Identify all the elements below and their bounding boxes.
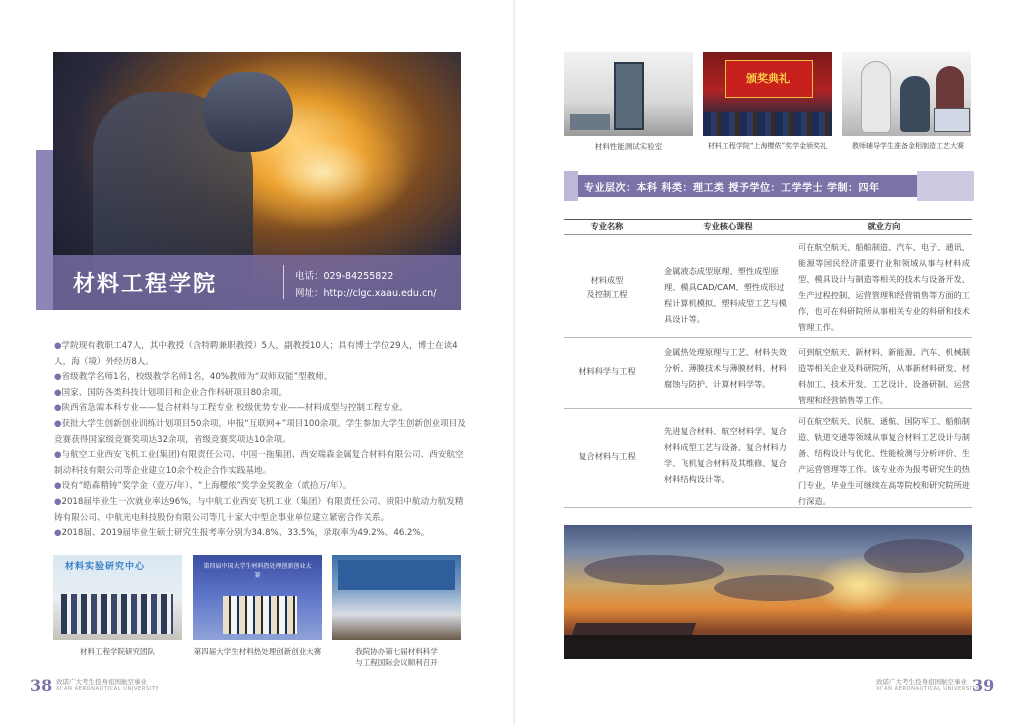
phone-text: 电话：029-84255822 [295,271,394,282]
testing-machine [614,62,644,130]
header-courses: 专业核心课程 [703,221,753,231]
bullet-icon: ● [54,481,62,492]
paragraph: ●陕西省急需本科专业——复合材料与工程专业 校级优势专业——材料成型与控制工程专业。 [54,403,408,414]
competition-caption: 第四届大学生材料热处理创新创业大赛 [193,647,322,656]
footer-slogan-left: 致诺广大考生投身祖国航空事业 [56,678,147,686]
header-career: 就业方向 [867,221,901,231]
majors-table [564,219,972,508]
table-header [564,219,972,235]
career-direction: 可在航空航天、民航、通航、国防军工、船舶制造、轨道交通等领域从事复合材料工艺设计与制备、结构设计与优化、性能检测与分析评价、生产运营管理等工作。该专业亦为报考研究生的热门专业，毕业生可继续在高等院校和研究院所进行深造。 [798,416,970,506]
cloud [584,555,724,585]
person [900,76,930,132]
paragraph: ●与航空工业西安飞机工业(集团)有限责任公司、中国一拖集团、西安瑞森金属复合材料有限公司、西安航空制动科技有限公司等企业建立10余个校企合作实践基地。 [54,450,464,476]
footer-university-right: XI'AN AERONAUTICAL UNIVERSITY [876,686,980,692]
website-link[interactable]: 网址：http://clgc.xaau.edu.cn/ [295,288,437,299]
header-major: 专业名称 [590,221,624,231]
bullet-icon: ● [54,341,62,351]
info-bar-tab-end [917,171,974,201]
conference-caption-line2: 与工程国际会议顺利召开 [355,658,438,667]
core-courses: 金属热处理原理与工艺、材料失效分析、薄膜技术与薄膜材料、材料腐蚀与防护、计算材料学等。 [664,347,787,389]
core-courses: 金属液态成型原理、塑性成型原理、模具CAD/CAM、塑性成形过程计算机模拟、塑料成型工艺与模具设计等。 [664,266,787,324]
core-courses: 先进复合材料、航空材料学、复合材料成型工艺与设备、复合材料力学、飞机复合材料及其维修、复合材料结构设计等。 [664,426,787,484]
bullet-icon: ● [54,387,62,398]
award-ceremony-caption: 材料工程学院“上海樱侬”奖学金颁奖礼 [707,142,828,150]
paragraph: ●学院现有教职工47人，其中教授（含特聘兼职教授）5人，副教授10人；具有博士学位29人，博士在读4人，海（境）外经历8人。 [54,341,458,367]
footer-university-left: XI'AN AERONAUTICAL UNIVERSITY [56,686,160,692]
center-sign: 材料实验研究中心 [65,562,146,572]
page-number-right: 39 [972,676,995,695]
ceremony-screen-text: 颁奖典礼 [746,72,790,85]
info-bar-tab-start [564,171,578,201]
cloud [864,539,964,573]
program-info-text: 专业层次：本科 科类：理工类 授予学位：工学学士 学制：四年 [584,183,880,194]
bullet-icon: ● [54,418,62,429]
table-row [564,338,972,409]
campus-sunset-photo [564,525,972,659]
monitor [934,108,970,132]
major-name: 复合材料与工程 [578,451,636,461]
cloud [714,575,834,601]
ground-silhouette [564,635,972,659]
paragraph: ●获批大学生创新创业训练计划项目50余项，申报“互联网+”项目100余项。学生参加大学生创新创业项目及竞赛获得国家级竞赛奖项达32余项，省级竞赛奖项达10余项。 [54,418,466,445]
paragraph: ●国家、国防各类科技计划项目和企业合作科研项目80余项。 [54,387,288,398]
paragraph: ●2018届毕业生一次就业率达96%，与中航工业西安飞机工业（集团）有限责任公司、贵阳中航动力航发精铸有限公司、中航光电科技股份有限公司等几十家大中型企事业单位建立紧密合作关系。 [54,496,464,523]
program-info-bar [564,175,974,197]
conference-caption-line1: 我院协办第七届材料科学 [355,647,438,656]
page-number-left: 38 [30,676,53,695]
testing-lab-photo [564,52,693,136]
teacher-guidance-photo [842,52,971,136]
paragraph: ●2018届、2019届毕业生硕士研究生报考率分别为34.8%、33.5%，录取率为49.2%、46.2%。 [54,528,430,539]
teacher-guidance-caption: 教师辅导学生准备金相制造工艺大赛 [852,142,964,150]
research-team-caption: 材料工程学院研究团队 [80,647,155,656]
table-row [564,409,972,508]
bullet-icon: ● [54,496,62,507]
college-name: 材料工程学院 [73,272,218,297]
award-ceremony-photo [703,52,832,136]
building-roof [572,623,696,635]
audience [703,112,832,136]
footer-slogan-right: 致诺广大考生投身祖国航空事业 [876,678,967,686]
bullet-icon: ● [54,450,62,461]
table-row [564,235,972,338]
lab-desk [570,114,610,130]
bullet-icon: ● [54,403,62,414]
bullet-icon: ● [54,372,62,383]
major-name: 材料成型 及控制工程 [586,275,628,299]
major-name: 材料科学与工程 [578,366,636,376]
career-direction: 可在航空航天、船舶制造、汽车、电子、通讯、能源等国民经济重要行业和领域从事与材料成型、模具设计与制造等相关的技术与设备开发、生产过程控制、运营管理和经营销售等方面的工作，也可在科研院所从事相关专业的科研和技术管理工作。 [798,242,970,332]
paragraph: ●省级教学名师1名，校级教学名师1名，40%教师为“双师双能”型教师。 [54,372,333,383]
testing-lab-caption: 材料性能测试实验室 [594,142,663,151]
person [862,62,890,132]
career-direction: 可到航空航天、新材料、新能源、汽车、机械制造等相关企业及科研院所，从事新材料研发、材料加工、技术开发、工艺设计、设备研制、运营管理和经营销售等工作。 [798,347,970,405]
paragraph: ●设有“皓森精铸”奖学金（壹万/年）、“上海樱侬”奖学金奖教金（贰拾万/年）。 [54,481,352,492]
bullet-icon: ● [54,528,62,539]
competition-banner: 第四届中国大学生材料热处理创新创业大赛 [203,563,312,579]
